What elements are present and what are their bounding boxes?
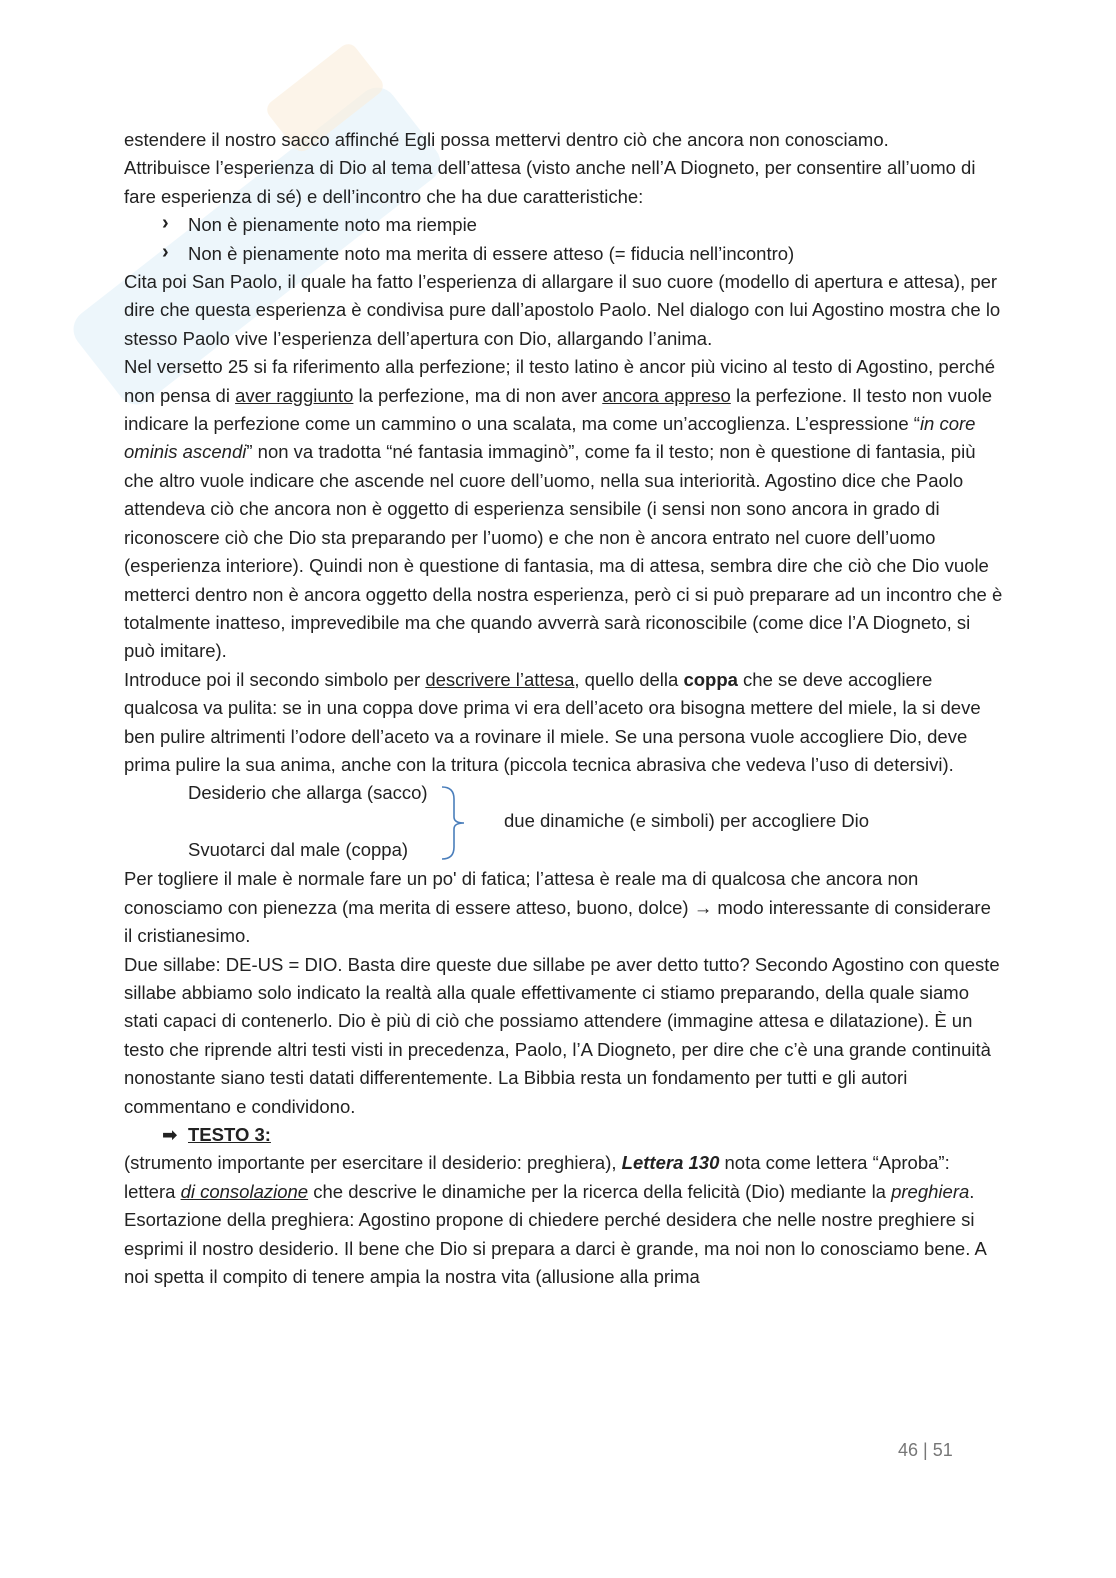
text-span: ” non va tradotta “né fantasia immaginò”, come fa il testo; non è questione di fantasia, più che altro vuole indicare che ascende nel cuore dell’uomo, nella sua interiorità. Agostino dice che Paolo attendeva ciò che ancora non è oggetto di esperienza sensibile (i sensi non sono ancora in grado di riconoscere ciò che Dio sta preparando per l’uomo) e che non è ancora entrato nel cuore dell’uomo (esperienza interiore). Quindi non è questione di fantasia, ma di attesa, sembra dire che ciò che Dio vuole metterci dentro non è ancora oggetto della nostra esperienza, però ci si può preparare ad un incontro che è totalmente inatteso, imprevedibile ma che quando avverrà sarà riconoscibile (come dice l’A Diogneto, si può imitare). (124, 441, 1003, 662)
paragraph-1-line-2: Attribuisce l’esperienza di Dio al tema dell’attesa (visto anche nell’A Diogneto, per consentire all’uomo di fare esperienza di sé) e dell’incontro che ha due caratteristiche: (124, 157, 976, 207)
brace-icon (440, 785, 470, 861)
total-pages: 51 (932, 1440, 953, 1460)
paragraph-8: Esortazione della preghiera: Agostino propone di chiedere perché desidera che nelle nostre preghiere si esprimi il nostro desiderio. Il bene che Dio si prepara a darci è grande, ma noi non lo conosciamo bene. A noi spetta il compito di tenere ampia la nostra vita (allusione alla prima (124, 1209, 986, 1288)
heading-text: TESTO 3: (188, 1124, 271, 1145)
paragraph-5 (124, 865, 1004, 950)
paragraph-7 (124, 1149, 1004, 1206)
text-span: che descrive le dinamiche per la ricerca della felicità (Dio) mediante la (308, 1180, 892, 1202)
text-span: , quello della (574, 668, 684, 690)
current-page: 46 (898, 1440, 919, 1460)
paragraph-6: Due sillabe: DE-US = DIO. Basta dire queste due sillabe pe aver detto tutto? Secondo Agostino con queste sillabe abbiamo solo indicato la realtà alla quale effettivamente ci stiamo preparando, della quale siamo stati capaci di contenerlo. Dio è più di ciò che possiamo attendere (immagine attesa e dilatazione). È un testo che riprende altri testi visti in precedenza, Paolo, l’A Diogneto, per dire che c’è una grande continuità nonostante siano testi datati differentemente. La Bibbia resta un fondamento per tutti e gli autori commentano e condividono. (124, 953, 1000, 1117)
paragraph-2: Cita poi San Paolo, il quale ha fatto l’esperienza di allargare il suo cuore (modello di apertura e attesa), per dire che questa esperienza è condivisa pure dall’apostolo Paolo. Nel dialogo con lui Agostino mostra che lo stesso Paolo vive l’esperienza dell’apertura con Dio, allargando l’anima. (124, 271, 1001, 349)
text-span: Nel versetto 25 si fa riferimento alla perfezione; il testo latino è ancor più vicino al testo di Agostino, perché non pensa di (124, 356, 995, 406)
scheme-item-coppa: Svuotarci dal male (coppa) (188, 839, 409, 861)
page-separator: | (923, 1440, 928, 1460)
paragraph-3 (124, 353, 1004, 665)
underlined-text: descrivere l’attesa (425, 668, 575, 690)
italic-text: preghiera (891, 1180, 970, 1202)
italic-underlined-text: di consolazione (180, 1180, 309, 1202)
scheme-item-sacco: Desiderio che allarga (sacco) (188, 782, 428, 804)
paragraph-1-line-1: estendere il nostro sacco affinché Egli possa mettervi dentro ciò che ancora non conosciamo. (124, 129, 889, 150)
text-span: la perfezione, ma di non aver (353, 384, 603, 406)
text-span: (strumento importante per esercitare il desiderio: preghiera), (124, 1152, 622, 1174)
document-body (124, 126, 1004, 1291)
scheme-result: due dinamiche (e simboli) per accogliere Dio (504, 810, 870, 832)
paragraph-1 (124, 126, 1004, 211)
text-span: nota come lettera “Aproba”: lettera (124, 1152, 950, 1202)
page-number (898, 1440, 953, 1461)
text-span: che se deve accogliere qualcosa va pulita: se in una coppa dove prima vi era dell’aceto ora bisogna mettere del miele, la si deve ben pulire altrimenti l’odore dell’aceto va a rovinare il miele. Se una persona vuole accogliere Dio, deve prima pulire la sua anima, anche con la tritura (piccola tecnica abrasiva che vedeva l’uso di detersivi). (124, 668, 981, 775)
text-span: Per togliere il male è normale fare un po' di fatica; l’attesa è reale ma di qualcosa che ancora non conosciamo con pienezza (ma merita di essere atteso, buono, dolce) (124, 868, 919, 918)
underlined-text: aver raggiunto (235, 384, 354, 406)
bold-italic-text: Lettera 130 (621, 1152, 720, 1174)
text-span: modo interessante di considerare il cristianesimo. (124, 896, 991, 947)
paragraph-4 (124, 666, 1004, 780)
text-span: Introduce poi il secondo simbolo per (124, 668, 426, 690)
arrow-right-icon: → (693, 896, 713, 918)
text-span: . (969, 1180, 975, 1202)
list-item: › Non è pienamente noto ma merita di essere atteso (= fiducia nell’incontro) (144, 240, 1004, 268)
bold-text: coppa (683, 668, 738, 690)
italic-text: in core ominis ascendi (124, 413, 976, 463)
scheme-diagram (124, 779, 1004, 865)
section-heading (124, 1121, 1004, 1149)
text-span: la perfezione. Il testo non vuole indicare la perfezione come un cammino o una scalata, ma come un’accoglienza. L’espressione “ (124, 384, 993, 435)
arrow-right-icon: ➡ (162, 1124, 178, 1145)
list-item: › Non è pienamente noto ma riempie (144, 211, 1004, 239)
underlined-text: ancora appreso (602, 384, 731, 406)
bullet-list (124, 211, 1004, 268)
